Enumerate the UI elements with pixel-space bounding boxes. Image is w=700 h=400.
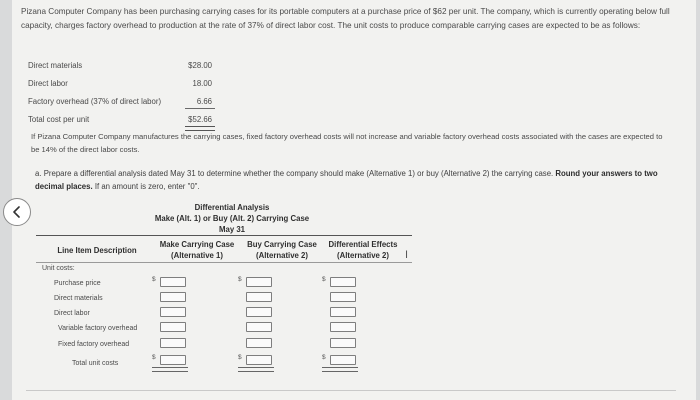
diff-direct-materials-input[interactable]	[330, 292, 356, 302]
diff-variable-overhead-input[interactable]	[330, 322, 356, 332]
alt2-fixed-overhead-input[interactable]	[246, 338, 272, 348]
col-header-alt1-line2: (Alternative 1)	[171, 251, 223, 260]
alt2-variable-overhead-input[interactable]	[246, 322, 272, 332]
row-label-direct-labor: Direct labor	[54, 310, 90, 317]
alt2-direct-labor-input[interactable]	[246, 307, 272, 317]
analysis-title: Differential Analysis	[194, 203, 270, 212]
currency-symbol: $	[238, 354, 242, 361]
currency-symbol: $	[152, 354, 156, 361]
analysis-date: May 31	[218, 225, 245, 234]
chevron-left-icon	[11, 206, 23, 218]
currency-symbol: $	[322, 354, 326, 361]
currency-symbol: $	[152, 276, 156, 283]
col-header-diff-line1: Differential Effects	[328, 240, 398, 249]
question-tail: If an amount is zero, enter "0".	[94, 181, 200, 191]
analysis-subtitle: Make (Alt. 1) or Buy (Alt. 2) Carrying Case	[154, 214, 310, 223]
row-label-direct-materials: Direct materials	[54, 295, 103, 302]
cost-label-total: Total cost per unit	[28, 115, 90, 124]
cost-label-direct-materials: Direct materials	[28, 61, 83, 70]
question-bold-instruction: Round your answers to two decimal places.	[35, 169, 658, 191]
row-label-purchase-price: Purchase price	[54, 280, 101, 287]
cost-label-direct-labor: Direct labor	[28, 79, 68, 88]
alt1-direct-labor-input[interactable]	[160, 307, 186, 317]
alt1-fixed-overhead-input[interactable]	[160, 338, 186, 348]
diff-total-input[interactable]	[330, 355, 356, 365]
cost-value-total: $52.66	[188, 115, 212, 124]
alt1-total-input[interactable]	[160, 355, 186, 365]
currency-symbol: $	[322, 276, 326, 283]
col-header-diff	[322, 239, 404, 261]
col-header-line-item: Line Item Description	[57, 246, 137, 255]
subtotal-rule	[185, 108, 215, 109]
section-unit-costs: Unit costs:	[42, 265, 75, 272]
diff-purchase-price-input[interactable]	[330, 277, 356, 287]
alt2-total-double-rule	[238, 367, 274, 372]
question-a	[35, 168, 685, 193]
cost-value-direct-materials: $28.00	[188, 61, 212, 70]
col-header-diff-line2: (Alternative 2)	[337, 251, 389, 260]
alt2-purchase-price-input[interactable]	[246, 277, 272, 287]
problem-page	[12, 0, 696, 400]
alt2-direct-materials-input[interactable]	[246, 292, 272, 302]
header-rule	[36, 235, 412, 236]
question-part: a.	[35, 169, 42, 178]
row-label-fixed-overhead: Fixed factory overhead	[58, 341, 130, 348]
condition-text: If Pizana Computer Company manufactures the carrying cases, fixed factory overhead costs will not increase and variable factory overhead costs associated with the cases are expected to be 14% of the direct labor costs.	[31, 132, 663, 154]
col-header-alt2-line1: Buy Carrying Case	[247, 240, 317, 249]
alt2-total-input[interactable]	[246, 355, 272, 365]
row-label-total: Total unit costs	[72, 360, 119, 367]
col-header-alt1-line1: Make Carrying Case	[159, 240, 235, 249]
col-header-alt1	[155, 239, 239, 261]
col-header-alt2-line2: (Alternative 2)	[256, 251, 308, 260]
row-label-variable-overhead: Variable factory overhead	[58, 325, 138, 332]
question-text: Prepare a differential analysis dated May 31 to determine whether the company should make (Alternative 1) or buy (Alternative 2) the carrying case.	[43, 169, 554, 178]
col-header-alt2	[240, 239, 324, 261]
alt1-direct-materials-input[interactable]	[160, 292, 186, 302]
diff-direct-labor-input[interactable]	[330, 307, 356, 317]
back-button[interactable]	[3, 198, 31, 226]
page-bottom-divider	[26, 390, 676, 391]
cost-label-factory-overhead: Factory overhead (37% of direct labor)	[28, 97, 162, 106]
cost-value-direct-labor: 18.00	[192, 79, 212, 88]
text-cursor-icon: I	[405, 249, 409, 261]
problem-intro: Pizana Computer Company has been purchasing carrying cases for its portable computers at a purchase price of $62 per unit. The company, which is currently operating below full capacity, charges factory overhead to production at the rate of 37% of direct labor cost. The unit costs to produce comparable carrying cases are expected to be as follows:	[21, 7, 670, 30]
diff-fixed-overhead-input[interactable]	[330, 338, 356, 348]
alt1-variable-overhead-input[interactable]	[160, 322, 186, 332]
alt1-total-double-rule	[152, 367, 188, 372]
alt1-purchase-price-input[interactable]	[160, 277, 186, 287]
diff-total-double-rule	[322, 367, 358, 372]
column-header-rule	[36, 262, 412, 263]
cost-value-factory-overhead: 6.66	[196, 97, 212, 106]
currency-symbol: $	[238, 276, 242, 283]
